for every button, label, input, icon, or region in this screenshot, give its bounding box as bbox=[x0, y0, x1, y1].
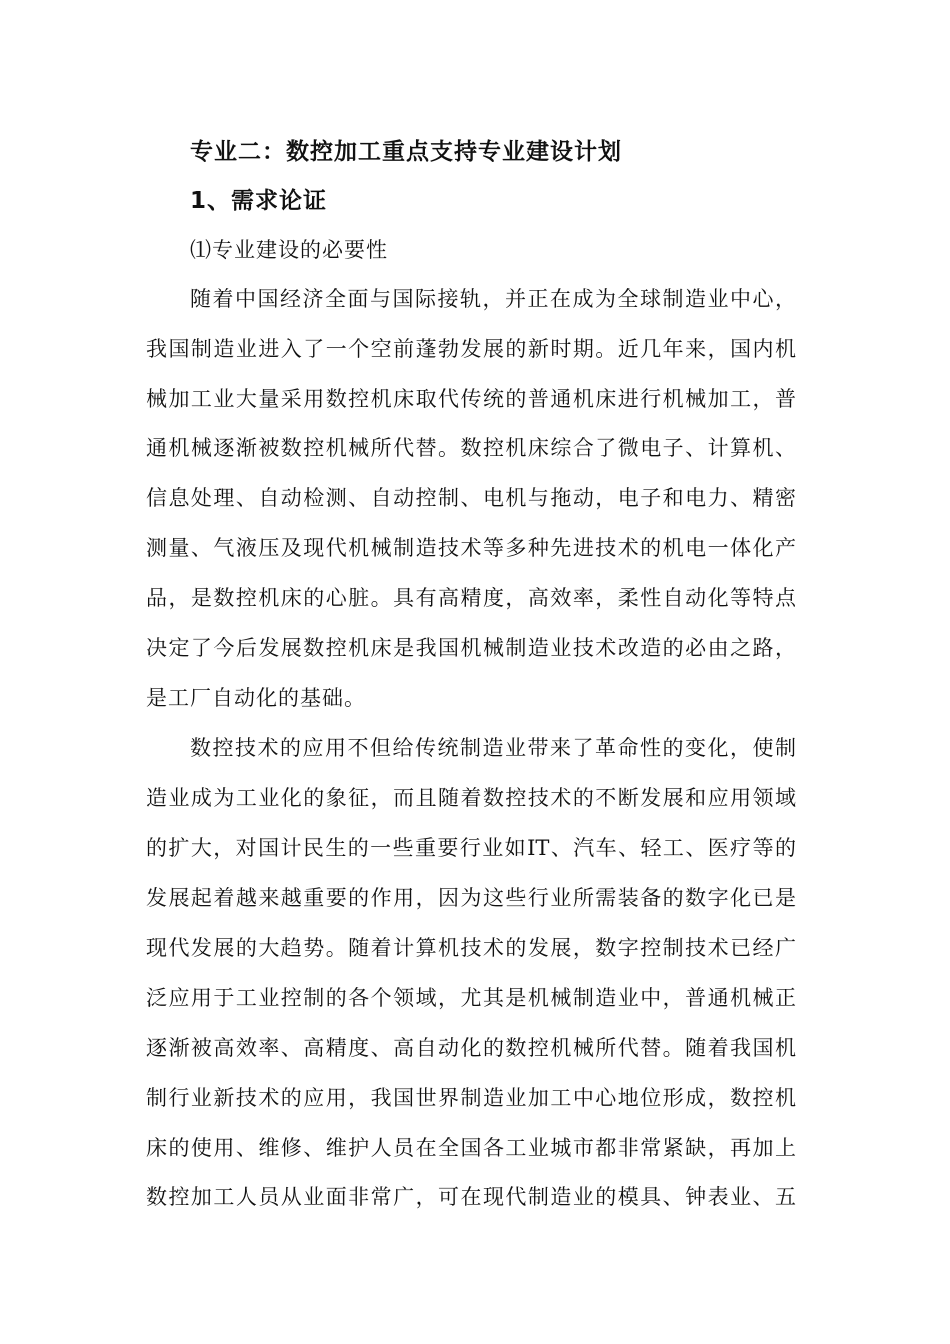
text-line: 信息处理、自动检测、自动控制、电机与拖动，电子和电力、精密 bbox=[146, 486, 796, 510]
text-line: 决定了今后发展数控机床是我国机械制造业技术改造的必由之路， bbox=[146, 636, 796, 660]
text-line: 通机械逐渐被数控机械所代替。数控机床综合了微电子、计算机、 bbox=[146, 436, 796, 460]
section-heading: 1、需求论证 bbox=[190, 188, 328, 214]
text-line: 数控加工人员从业面非常广，可在现代制造业的模具、钟表业、五 bbox=[146, 1185, 796, 1209]
subsection-heading: ⑴专业建设的必要性 bbox=[190, 238, 388, 262]
text-line: 逐渐被高效率、高精度、高自动化的数控机械所代替。随着我国机 bbox=[146, 1036, 796, 1060]
text-line: 发展起着越来越重要的作用，因为这些行业所需装备的数字化已是 bbox=[146, 886, 796, 910]
text-line: 现代发展的大趋势。随着计算机技术的发展，数字控制技术已经广 bbox=[146, 936, 796, 960]
text-line: 械加工业大量采用数控机床取代传统的普通机床进行机械加工，普 bbox=[146, 387, 796, 411]
text-line: 我国制造业进入了一个空前蓬勃发展的新时期。近几年来，国内机 bbox=[146, 337, 796, 361]
text-line: 泛应用于工业控制的各个领域，尤其是机械制造业中，普通机械正 bbox=[146, 986, 796, 1010]
document-title: 专业二：数控加工重点支持专业建设计划 bbox=[190, 139, 622, 165]
text-line: 的扩大，对国计民生的一些重要行业如IT、汽车、轻工、医疗等的 bbox=[146, 836, 796, 860]
text-line: 随着中国经济全面与国际接轨，并正在成为全球制造业中心， bbox=[190, 287, 796, 311]
text-line: 床的使用、维修、维护人员在全国各工业城市都非常紧缺，再加上 bbox=[146, 1136, 796, 1160]
text-line: 制行业新技术的应用，我国世界制造业加工中心地位形成，数控机 bbox=[146, 1086, 796, 1110]
text-line: 数控技术的应用不但给传统制造业带来了革命性的变化，使制 bbox=[190, 736, 796, 760]
text-line: 测量、气液压及现代机械制造技术等多种先进技术的机电一体化产 bbox=[146, 536, 796, 560]
text-line: 是工厂自动化的基础。 bbox=[146, 686, 366, 710]
text-line: 品，是数控机床的心脏。具有高精度，高效率，柔性自动化等特点 bbox=[146, 586, 796, 610]
text-line: 造业成为工业化的象征，而且随着数控技术的不断发展和应用领域 bbox=[146, 786, 796, 810]
